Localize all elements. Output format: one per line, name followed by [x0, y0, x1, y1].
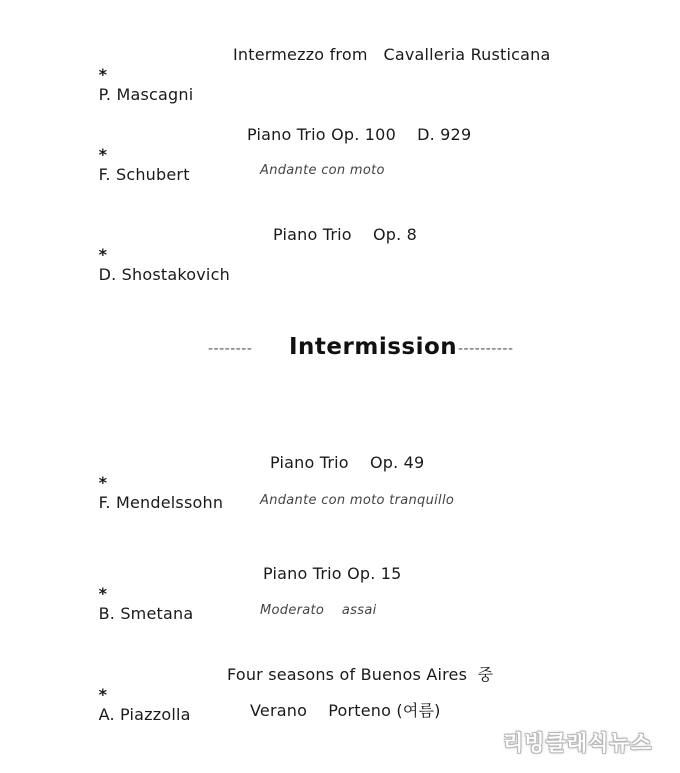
bullet-marker: *: [98, 685, 108, 704]
composer-name: P. Mascagni: [98, 85, 194, 104]
bullet-marker: *: [98, 245, 108, 264]
intermission-divider: [0, 333, 680, 363]
movement-title: Andante con moto: [260, 163, 385, 178]
work-title: Piano Trio Op. 8: [273, 225, 418, 244]
program-item-piazzolla: [88, 665, 191, 725]
intermission-title: Intermission: [289, 334, 458, 360]
composer-name: B. Smetana: [98, 604, 194, 623]
composer-name: D. Shostakovich: [98, 265, 230, 284]
bullet-marker: *: [98, 473, 108, 492]
bullet-marker: *: [98, 145, 108, 164]
composer-name: F. Schubert: [98, 165, 190, 184]
program-item-mascagni: [88, 45, 193, 105]
movement-title: Moderato assai: [260, 603, 377, 618]
composer-name: A. Piazzolla: [98, 705, 191, 724]
right-dashes: ----------: [458, 341, 514, 357]
program-item-shostakovich: [88, 225, 230, 285]
work-title: Piano Trio Op. 100 D. 929: [247, 125, 472, 144]
work-title: Piano Trio Op. 15: [263, 564, 402, 583]
composer-name: F. Mendelssohn: [98, 493, 224, 512]
bullet-marker: *: [98, 584, 108, 603]
work-title: Intermezzo from Cavalleria Rusticana: [233, 45, 551, 64]
movement-title: Verano Porteno (여름): [250, 701, 441, 720]
work-title: Piano Trio Op. 49: [270, 453, 425, 472]
program-item-smetana: [88, 564, 193, 624]
left-dashes: --------: [208, 341, 253, 357]
watermark-logo: 리빙클래식뉴스: [503, 731, 653, 755]
work-title: Four seasons of Buenos Aires 중: [227, 665, 494, 684]
program-item-schubert: [88, 125, 190, 185]
program-item-mendelssohn: [88, 453, 223, 513]
movement-title: Andante con moto tranquillo: [260, 493, 455, 508]
bullet-marker: *: [98, 65, 108, 84]
